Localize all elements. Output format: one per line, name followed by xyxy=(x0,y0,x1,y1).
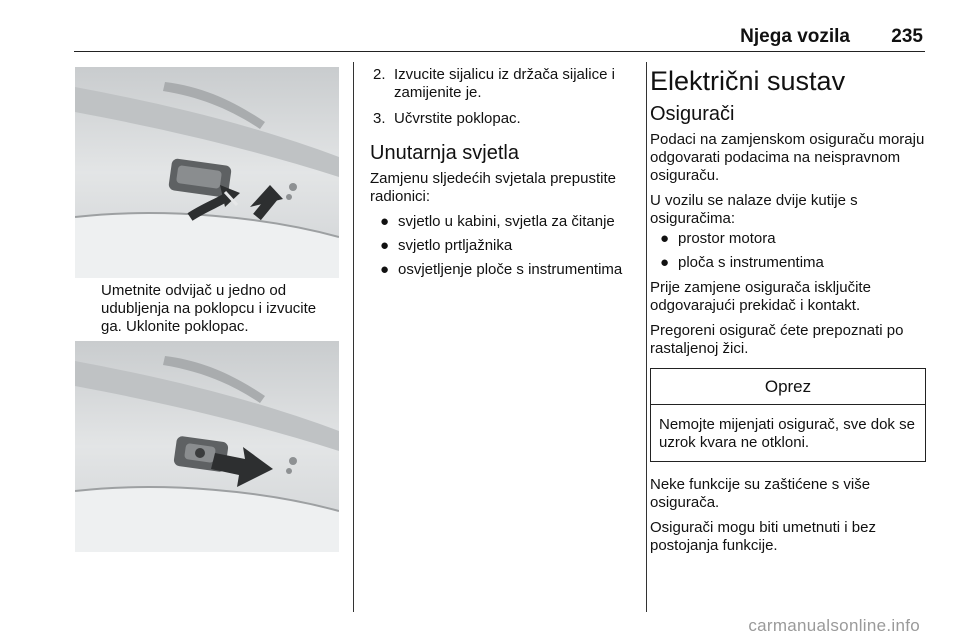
paragraph: Pregoreni osigurač ćete prepoznati po rastaljenoj žici. xyxy=(650,322,904,357)
list-item: ● svjetlo u kabini, svjetla za čitanje xyxy=(380,213,615,230)
bullet-icon: ● xyxy=(660,230,670,247)
bulb-holder-removal-illustration xyxy=(75,341,339,552)
paragraph: Osigurači mogu biti umetnuti i bez postojanja funkcije. xyxy=(650,519,876,554)
column-divider-1 xyxy=(353,62,354,612)
caution-text: Nemojte mijenjati osigurač, sve dok se uzrok kvara ne otkloni. xyxy=(659,416,915,451)
right-column xyxy=(650,66,926,562)
bullet-icon: ● xyxy=(380,261,390,278)
step-number: 3. xyxy=(373,110,386,127)
subsection-title: Osigurači xyxy=(650,103,735,125)
caution-box xyxy=(650,368,926,462)
paragraph: Neke funkcije su zaštićene s više osigurača. xyxy=(650,476,871,511)
lid-release-tool-illustration xyxy=(75,67,339,278)
paragraph: Podaci na zamjenskom osiguraču moraju odgovarati podacima na neispravnom osiguraču. xyxy=(650,131,925,184)
chapter-title: Električni sustav xyxy=(650,66,846,96)
figure-caption: Umetnite odvijač u jedno od udubljenja na poklopcu i izvucite ga. Uklonite poklopac. xyxy=(101,282,317,335)
section-intro: Zamjenu sljedećih svjetala prepustite radionici: xyxy=(370,170,616,205)
step-item xyxy=(370,66,636,102)
bullet-icon: ● xyxy=(380,237,390,254)
section-title: Unutarnja svjetla xyxy=(370,142,519,164)
step-text: Izvucite sijalicu iz držača sijalice i zamijenite je. xyxy=(394,66,615,101)
column-divider-2 xyxy=(646,62,647,612)
caution-heading: Oprez xyxy=(651,369,925,405)
step-text: Učvrstite poklopac. xyxy=(394,110,521,127)
list-item: ● svjetlo prtljažnika xyxy=(380,237,513,254)
middle-column xyxy=(370,66,636,286)
bullet-list xyxy=(650,230,926,272)
page-number: 235 xyxy=(891,26,923,47)
paragraph: Prije zamjene osigurača isključite odgovarajući prekidač i kontakt. xyxy=(650,279,871,314)
running-header-title: Njega vozila xyxy=(740,26,850,47)
bullet-icon: ● xyxy=(380,213,390,230)
bullet-icon: ● xyxy=(660,254,670,271)
step-number: 2. xyxy=(373,66,386,83)
list-item: ● prostor motora xyxy=(660,230,776,247)
paragraph: U vozilu se nalaze dvije kutije s osiguračima: xyxy=(650,192,858,227)
steps-list xyxy=(370,66,636,128)
list-item: ● osvjetljenje ploče s instrumentima xyxy=(380,261,623,278)
watermark: carmanualsonline.info xyxy=(748,616,920,635)
bullet-list xyxy=(370,213,636,279)
list-item: ● ploča s instrumentima xyxy=(660,254,824,271)
step-item xyxy=(370,110,636,128)
header-rule xyxy=(74,51,925,52)
